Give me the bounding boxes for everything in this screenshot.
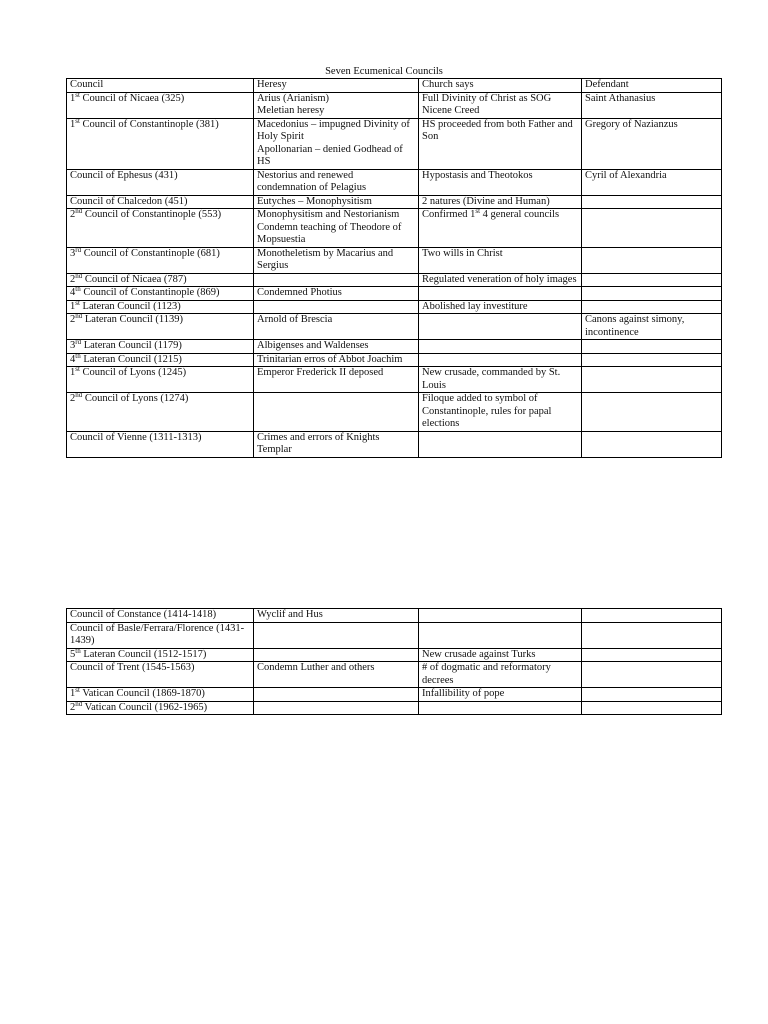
church-says-cell	[419, 701, 582, 715]
council-cell	[67, 622, 254, 648]
council-cell-ordinal-suffix: st	[75, 686, 80, 694]
council-cell-text-rest: Council of Constantinople (681)	[81, 247, 220, 259]
council-cell-ordinal-suffix: nd	[75, 271, 83, 280]
church-says-cell	[419, 118, 582, 169]
defendant-cell	[582, 195, 722, 209]
council-cell-text: 1	[70, 118, 76, 130]
council-cell-text-rest: Vatican Council (1962-1965)	[82, 701, 208, 713]
heresy-cell: Arius (Arianism) Meletian heresy	[254, 92, 419, 118]
header-heresy: Heresy	[254, 79, 419, 93]
council-cell-text: Council of Basle/Ferrara/Florence (1431-1439)	[70, 622, 245, 646]
defendant-cell	[582, 688, 722, 702]
table-row	[67, 247, 722, 273]
table-row	[67, 367, 722, 393]
heresy-cell: Condemned Photius	[254, 287, 419, 301]
heresy-cell: Eutyches – Monophysitism	[254, 195, 419, 209]
council-cell	[67, 688, 254, 702]
table-row	[67, 648, 722, 662]
councils-table-top	[66, 78, 722, 458]
church-says-cell-text: 2 natures (Divine and Human)	[422, 195, 550, 207]
councils-table-bottom	[66, 608, 722, 715]
church-says-cell	[419, 169, 582, 195]
header-defendant: Defendant	[582, 79, 722, 93]
council-cell-ordinal-suffix: th	[75, 646, 81, 655]
council-cell	[67, 209, 254, 248]
defendant-cell: Gregory of Nazianzus	[582, 118, 722, 169]
heresy-cell	[254, 622, 419, 648]
council-cell-ordinal-suffix: st	[75, 116, 80, 125]
church-says-cell-text: Hypostasis and Theotokos	[422, 169, 533, 181]
council-cell	[67, 92, 254, 118]
church-says-cell	[419, 688, 582, 702]
council-cell-text: 3	[70, 340, 76, 351]
page-title: Seven Ecumenical Councils	[325, 66, 443, 77]
council-cell	[67, 340, 254, 354]
table-row	[67, 169, 722, 195]
council-cell-ordinal-suffix: rd	[75, 245, 82, 254]
church-says-cell-text: New crusade against Turks	[422, 648, 536, 660]
defendant-cell: Canons against simony, incontinence	[582, 314, 722, 340]
defendant-cell: Cyril of Alexandria	[582, 169, 722, 195]
council-cell-text: 2	[70, 209, 76, 220]
church-says-cell-text: Two wills in Christ	[422, 247, 503, 259]
defendant-cell	[582, 247, 722, 273]
heresy-cell: Trinitarian erros of Abbot Joachim	[254, 353, 419, 367]
table-row	[67, 701, 722, 715]
council-cell-text: 2	[70, 314, 76, 325]
table-row	[67, 622, 722, 648]
heresy-cell: Albigenses and Waldenses	[254, 340, 419, 354]
council-cell-ordinal-suffix: nd	[75, 391, 83, 399]
table-row	[67, 688, 722, 702]
council-cell-text: Council of Constance (1414-1418)	[70, 609, 217, 620]
church-says-cell	[419, 431, 582, 457]
table-row	[67, 314, 722, 340]
council-cell-text: 3	[70, 247, 76, 259]
table-row	[67, 273, 722, 287]
heresy-cell: Monotheletism by Macarius and Sergius	[254, 247, 419, 273]
defendant-cell	[582, 662, 722, 688]
defendant-cell	[582, 622, 722, 648]
church-says-cell-text: Infallibility of pope	[422, 688, 505, 699]
table-row	[67, 609, 722, 623]
council-cell-text-rest: Council of Lyons (1245)	[79, 367, 187, 378]
council-cell	[67, 662, 254, 688]
church-says-cell	[419, 393, 582, 432]
council-cell-text: 4	[70, 287, 76, 298]
council-cell-text-rest: Council of Constantinople (381)	[79, 118, 219, 130]
church-says-cell	[419, 622, 582, 648]
church-says-cell-text: # of dogmatic and reformatory decrees	[422, 662, 551, 686]
heresy-cell	[254, 273, 419, 287]
council-cell	[67, 393, 254, 432]
church-says-cell-text: New crusade, commanded by St. Louis	[422, 367, 561, 391]
church-says-cell-text: Confirmed 1	[422, 209, 476, 220]
council-cell	[67, 648, 254, 662]
heresy-cell	[254, 393, 419, 432]
heresy-cell: Wyclif and Hus	[254, 609, 419, 623]
church-says-cell	[419, 340, 582, 354]
header-church-says: Church says	[419, 79, 582, 93]
council-cell-text-rest: Lateran Council (1179)	[81, 340, 182, 351]
council-cell-text-rest: Lateran Council (1512-1517)	[80, 648, 207, 660]
heresy-cell: Emperor Frederick II deposed	[254, 367, 419, 393]
table-row	[67, 431, 722, 457]
heresy-cell	[254, 688, 419, 702]
heresy-cell	[254, 701, 419, 715]
council-cell	[67, 287, 254, 301]
council-cell-text-rest: Council of Nicaea (787)	[82, 273, 187, 285]
council-cell-ordinal-suffix: rd	[75, 338, 82, 346]
defendant-cell	[582, 609, 722, 623]
council-cell-ordinal-suffix: st	[75, 90, 80, 99]
council-cell	[67, 701, 254, 715]
church-says-cell	[419, 609, 582, 623]
council-cell	[67, 273, 254, 287]
council-cell-text: 4	[70, 353, 76, 365]
church-says-cell-text: Abolished lay investiture	[422, 300, 528, 312]
table-row	[67, 353, 722, 367]
church-says-cell	[419, 209, 582, 248]
church-says-cell-text-rest: 4 general councils	[480, 209, 560, 220]
council-cell-text-rest: Council of Nicaea (325)	[79, 92, 185, 104]
council-cell	[67, 195, 254, 209]
defendant-cell	[582, 300, 722, 314]
church-says-cell	[419, 314, 582, 340]
church-says-cell-text: Regulated veneration of holy images	[422, 273, 577, 285]
council-cell-ordinal-suffix: st	[75, 298, 80, 307]
council-cell-text-rest: Lateran Council (1139)	[82, 314, 184, 325]
church-says-cell-text: HS proceeded from both Father and Son	[422, 118, 573, 142]
church-says-cell	[419, 92, 582, 118]
defendant-cell: Saint Athanasius	[582, 92, 722, 118]
council-cell-text: Council of Trent (1545-1563)	[70, 662, 195, 673]
council-cell-text-rest: Lateran Council (1215)	[80, 353, 182, 365]
council-cell	[67, 431, 254, 457]
table-header-row	[67, 79, 722, 93]
heresy-cell: Monophysitism and Nestorianism Condemn teaching of Theodore of Mopsuestia	[254, 209, 419, 248]
defendant-cell	[582, 353, 722, 367]
table-row	[67, 662, 722, 688]
table-row	[67, 195, 722, 209]
church-says-cell	[419, 367, 582, 393]
council-cell-text: 1	[70, 688, 76, 699]
council-cell	[67, 367, 254, 393]
defendant-cell	[582, 209, 722, 248]
council-cell	[67, 314, 254, 340]
council-cell-text-rest: Council of Constantinople (553)	[82, 209, 222, 220]
defendant-cell	[582, 648, 722, 662]
council-cell-text: 5	[70, 648, 76, 660]
heresy-cell	[254, 300, 419, 314]
heresy-cell: Crimes and errors of Knights Templar	[254, 431, 419, 457]
council-cell-text: 2	[70, 393, 76, 404]
defendant-cell	[582, 273, 722, 287]
defendant-cell	[582, 431, 722, 457]
defendant-cell	[582, 367, 722, 393]
table-row	[67, 118, 722, 169]
council-cell-ordinal-suffix: nd	[75, 312, 83, 320]
council-cell-text-rest: Lateran Council (1123)	[79, 300, 181, 312]
table-row	[67, 393, 722, 432]
church-says-cell-ordinal-suffix: st	[475, 207, 481, 215]
table-row	[67, 300, 722, 314]
council-cell-text: 1	[70, 367, 76, 378]
council-cell-text: Council of Ephesus (431)	[70, 169, 178, 181]
table-row	[67, 340, 722, 354]
council-cell-ordinal-suffix: th	[75, 351, 81, 360]
council-cell-ordinal-suffix: nd	[75, 699, 83, 708]
council-cell	[67, 300, 254, 314]
header-council: Council	[67, 79, 254, 93]
council-cell-ordinal-suffix: th	[75, 285, 81, 293]
council-cell-text: 1	[70, 300, 76, 312]
council-cell-text: 2	[70, 701, 76, 713]
council-cell-text: Council of Vienne (1311-1313)	[70, 431, 202, 443]
church-says-cell	[419, 353, 582, 367]
council-cell-text: 2	[70, 273, 76, 285]
defendant-cell	[582, 701, 722, 715]
council-cell	[67, 353, 254, 367]
defendant-cell	[582, 340, 722, 354]
table-row	[67, 209, 722, 248]
heresy-cell	[254, 648, 419, 662]
church-says-cell	[419, 662, 582, 688]
heresy-cell: Nestorius and renewed condemnation of Pelagius	[254, 169, 419, 195]
council-cell-text: Council of Chalcedon (451)	[70, 195, 188, 207]
defendant-cell	[582, 287, 722, 301]
church-says-cell-text: Full Divinity of Christ as SOG Nicene Creed	[422, 92, 552, 116]
table-row	[67, 287, 722, 301]
council-cell	[67, 169, 254, 195]
heresy-cell: Macedonius – impugned Divinity of Holy Spirit Apollonarian – denied Godhead of HS	[254, 118, 419, 169]
church-says-cell	[419, 300, 582, 314]
church-says-cell	[419, 195, 582, 209]
church-says-cell	[419, 273, 582, 287]
council-cell-text: 1	[70, 92, 76, 104]
church-says-cell	[419, 648, 582, 662]
council-cell	[67, 118, 254, 169]
council-cell-ordinal-suffix: nd	[75, 207, 83, 215]
heresy-cell: Condemn Luther and others	[254, 662, 419, 688]
council-cell-text-rest: Council of Constantinople (869)	[80, 287, 220, 298]
council-cell-ordinal-suffix: st	[75, 365, 80, 373]
church-says-cell	[419, 287, 582, 301]
defendant-cell	[582, 393, 722, 432]
council-cell-text-rest: Vatican Council (1869-1870)	[79, 688, 205, 699]
table-row	[67, 92, 722, 118]
council-cell	[67, 247, 254, 273]
heresy-cell: Arnold of Brescia	[254, 314, 419, 340]
church-says-cell-text: Filoque added to symbol of Constantinople, rules for papal elections	[422, 393, 552, 429]
council-cell	[67, 609, 254, 623]
council-cell-text-rest: Council of Lyons (1274)	[82, 393, 189, 404]
church-says-cell	[419, 247, 582, 273]
